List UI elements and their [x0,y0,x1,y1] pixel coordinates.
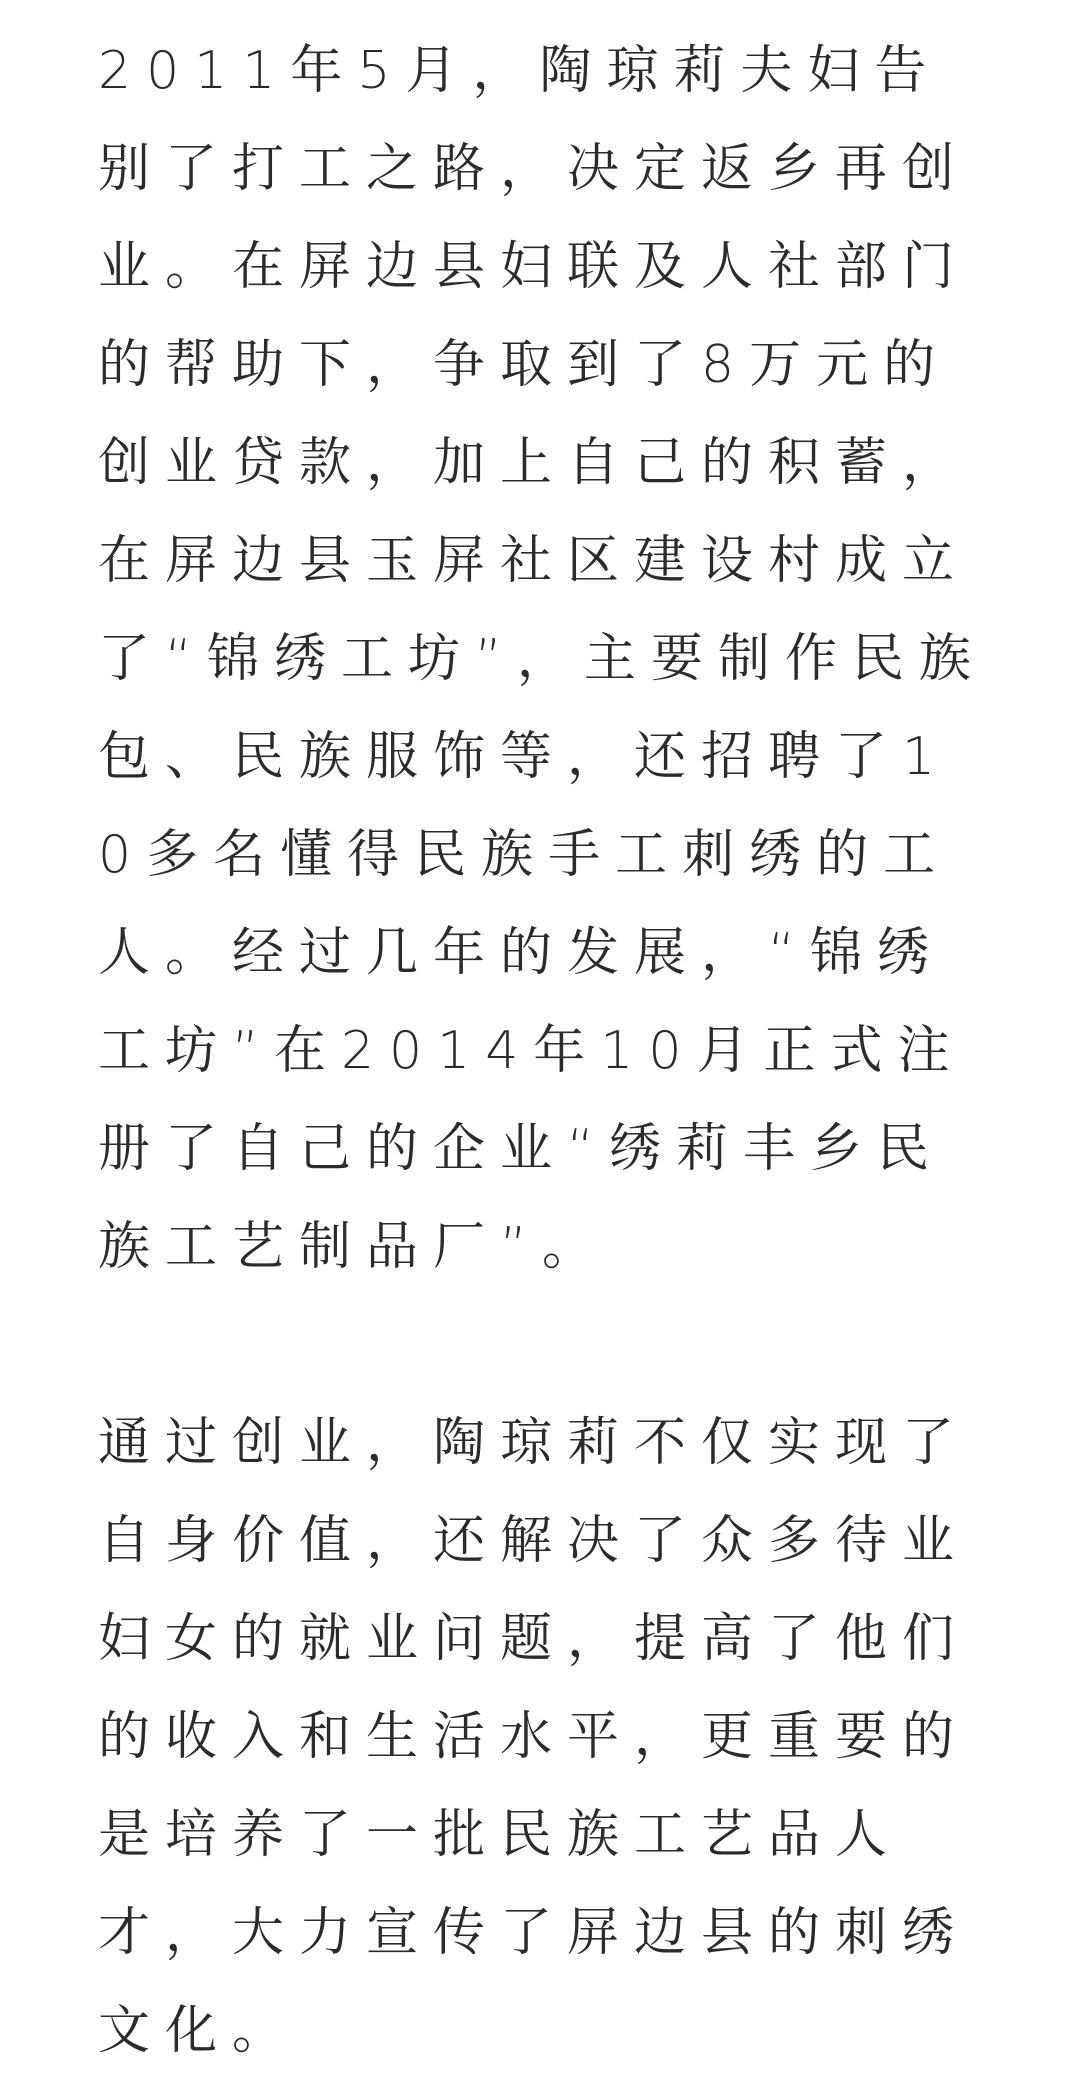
article-body [98,22,988,2080]
paragraph-impact: 通过创业，陶琼莉不仅实现了自身价值，还解决了众多待业妇女的就业问题，提高了他们的收入和生活水平，更重要的是培养了一批民族工艺品人才，大力宣传了屏边县的刺绣文化。 [98,1413,970,2061]
paragraph-startup-story: 2011年5月，陶琼莉夫妇告别了打工之路，决定返乡再创业。在屏边县妇联及人社部门的帮助下，争取到了8万元的创业贷款，加上自己的积蓄，在屏边县玉屏社区建设村成立了“锦绣工坊”，主要制作民族包、民族服饰等，还招聘了10多名懂得民族手工刺绣的工人。经过几年的发展，“锦绣工坊”在2014年10月正式注册了自己的企业“绣莉丰乡民族工艺制品厂”。 [98,41,986,1277]
